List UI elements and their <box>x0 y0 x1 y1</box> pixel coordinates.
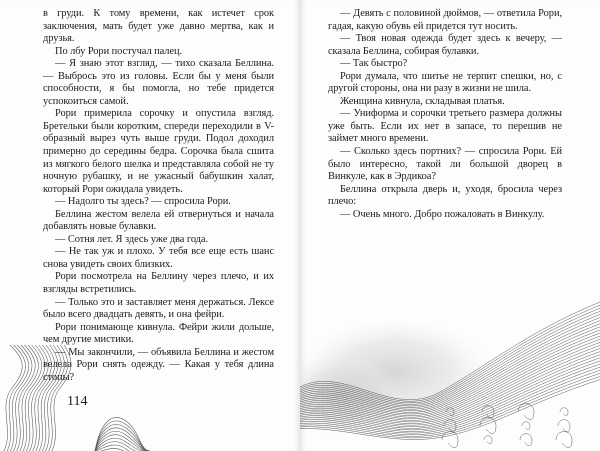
wave-curl <box>520 434 532 446</box>
wave-line <box>23 345 42 451</box>
wave-line <box>95 442 150 451</box>
wave-line <box>300 331 600 415</box>
wave-line <box>300 300 600 400</box>
wave-curl <box>442 432 458 448</box>
wave-line <box>300 369 600 435</box>
paragraph: Рори примерила сорочку и опустила взгляд. Бретельки были коротким, спереди переходили в V-образный вырез чуть выше груди. Подол доходил примерно до середины бедра. Сорочка была сшита из мягкого белого шелка и представляла собой не ту ночную рубашку, и не ужасный бабушкин халат, который Рори ожидала увидеть. <box>43 108 274 195</box>
paragraph: Рори посмотрела на Беллину через плечо, и их взгляды встретились. <box>43 271 274 296</box>
wave-curl <box>522 422 530 430</box>
wave-curl <box>484 436 492 444</box>
wave-line <box>95 445 150 451</box>
left-page-text <box>43 8 274 384</box>
wave-line <box>300 359 600 430</box>
paragraph: — Я знаю этот взгляд, — тихо сказала Беллина. — Выбрось это из головы. Если бы у меня были способности, я бы помогла, но тебе придется успокоиться самой. <box>43 58 274 107</box>
wave-line <box>300 312 600 406</box>
wave-line <box>17 345 35 451</box>
wave-curl <box>558 420 570 432</box>
paragraph: По лбу Рори постучал палец. <box>55 45 183 57</box>
wave-line <box>300 328 600 414</box>
paragraph: Рори понимающе кивнула. Фейри жили дольше, чем другие мистики. <box>43 321 274 346</box>
paragraph: — Только это и заставляет меня держаться. Лексе было всего двадцать девять, и она фейри. <box>43 296 274 321</box>
wave-line <box>300 372 600 437</box>
wave-curl <box>444 420 456 432</box>
wave-line <box>300 325 600 412</box>
wave-curl <box>556 432 572 448</box>
wave-line <box>95 418 150 451</box>
wave-line <box>300 353 600 427</box>
wave-line <box>300 309 600 404</box>
paragraph: — Девять с половиной дюймов, — ответила Рори, гадая, какую обувь ей придется тут носить. <box>328 8 562 32</box>
watercolor-wash <box>300 355 400 435</box>
paragraph: — Очень много. Добро пожаловать в Винкулу. <box>340 208 545 220</box>
wave-line <box>300 378 600 440</box>
paragraph: — Не так уж и плохо. У тебя все еще есть шанс снова увидеть своих близких. <box>43 246 274 270</box>
wave-line <box>95 435 150 451</box>
wave-line <box>300 344 600 422</box>
paragraph: — Сколько здесь портних? — спросила Рори. Ей было интересно, такой ли большой дворец в Винкуле, как в Эрдикоа? <box>328 146 562 183</box>
paragraph: Беллина открыла дверь и, уходя, бросила через плечо: <box>328 183 562 208</box>
paragraph: — Так быстро? <box>340 58 408 70</box>
paragraph: в груди. К тому времени, как истечет срок заключения, мать будет уже давно мертва, как и друзья. <box>43 8 274 45</box>
wave-line <box>300 350 600 425</box>
wave-line <box>95 438 150 451</box>
paragraph: — Униформа и сорочки третьего размера должны уже быть. Если их нет в запасе, то перешив не займет много времени. <box>328 108 562 145</box>
wave-curl <box>480 418 496 434</box>
wave-line <box>14 345 32 451</box>
wave-curl <box>482 406 494 418</box>
wave-line <box>300 322 600 411</box>
paragraph: Беллина жестом велела ей отвернуться и начала добавлять новые булавки. <box>43 208 274 233</box>
wave-line <box>4 345 22 451</box>
wave-line <box>300 375 600 438</box>
wave-line <box>300 306 600 403</box>
paragraph: — Надолго ты здесь? — спросила Рори. <box>55 196 231 208</box>
paragraph: — Твоя новая одежда будет здесь к вечеру, — сказала Беллина, собирая булавки. <box>328 33 562 57</box>
paragraph: — Мы закончили, — объявила Беллина и жестом велела Рори снять одежду. — Какая у тебя длина стопы? <box>43 346 274 383</box>
paragraph: Женщина кивнула, складывая платья. <box>340 95 505 107</box>
wave-line <box>300 334 600 417</box>
paragraph: Рори думала, что шитье не терпит спешки, но, с другой стороны, она ни разу в жизни не шила. <box>328 70 562 95</box>
wave-line <box>300 303 600 401</box>
wave-line <box>95 428 150 451</box>
wave-line <box>95 424 150 451</box>
wave-line <box>300 341 600 421</box>
paragraph: — Сотня лет. Я здесь уже два года. <box>55 233 209 245</box>
wave-line <box>300 316 600 408</box>
wave-line <box>300 356 600 428</box>
wave-line <box>10 345 28 451</box>
wave-curl <box>446 408 454 416</box>
watercolor-wash <box>300 320 490 424</box>
wave-line <box>300 362 600 431</box>
page-number: 114 <box>67 394 88 409</box>
wave-line <box>300 319 600 410</box>
wave-line <box>20 345 39 451</box>
wave-line <box>95 431 150 451</box>
wave-line <box>300 347 600 424</box>
wave-line <box>300 366 600 434</box>
wave-line <box>7 345 25 451</box>
wave-line <box>300 337 600 418</box>
right-page-text <box>328 8 562 221</box>
wave-line <box>95 421 150 451</box>
right-page <box>300 0 600 451</box>
wave-curl <box>518 404 534 420</box>
wave-curl <box>560 408 568 416</box>
